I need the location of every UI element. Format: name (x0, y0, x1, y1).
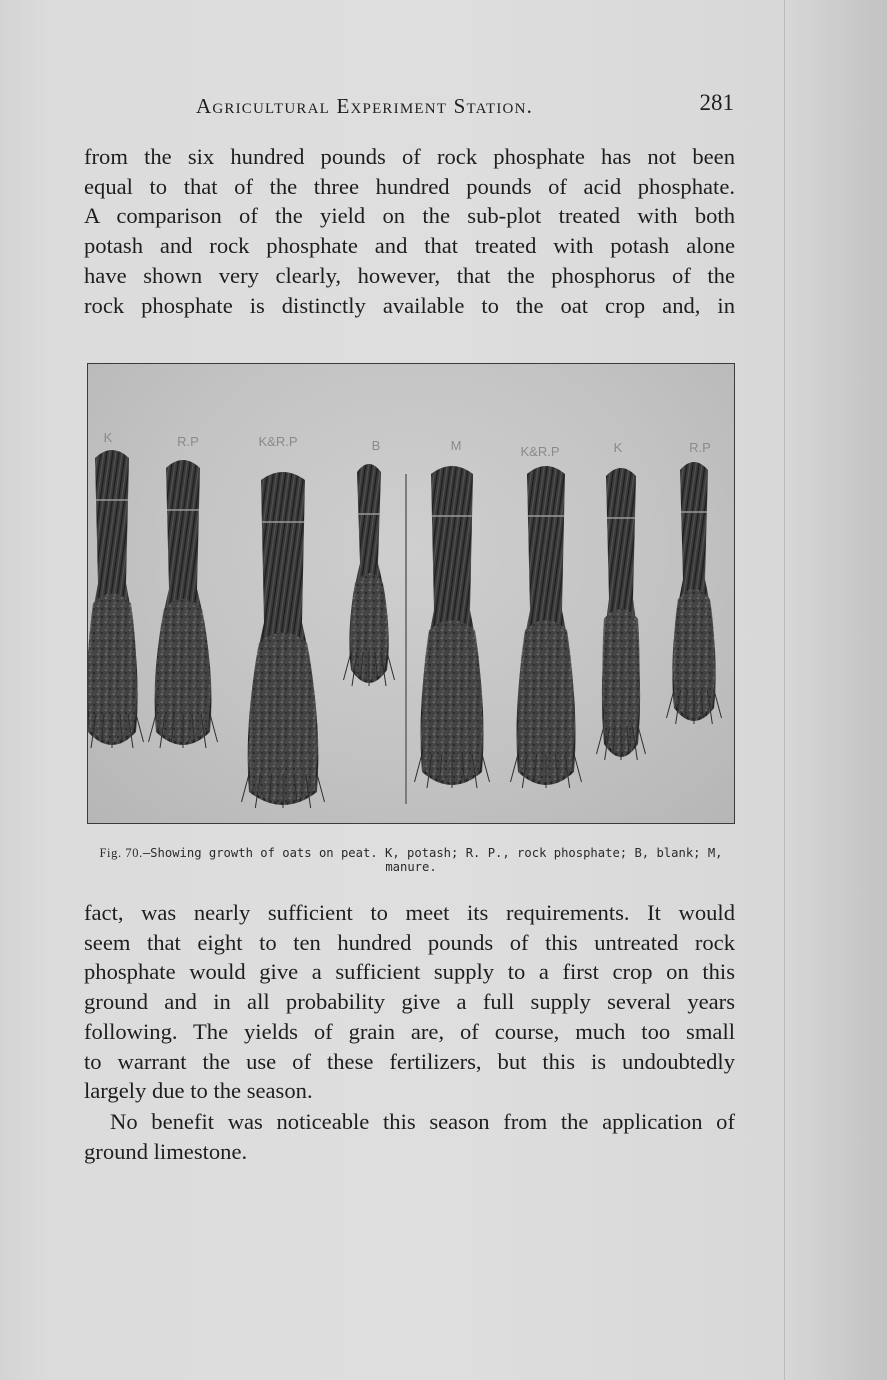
oat-sheaf (344, 438, 395, 686)
sheaf-awn (638, 726, 646, 754)
oat-sheaf (415, 438, 490, 788)
text-line: ground limestone. (84, 1138, 248, 1164)
running-head (84, 90, 734, 120)
sheaf-awn (714, 690, 722, 718)
text-line: A comparison of the yield on the sub-plot treated with both (84, 203, 735, 229)
sheaf-awn (574, 754, 582, 782)
text-line: have shown very clearly, however, that the phosphorus of the (84, 262, 735, 288)
text-line: equal to that of the three hundred pounds of acid phosphate. (84, 173, 735, 199)
oat-sheaves-photograph (87, 363, 735, 824)
text-line: No benefit was noticeable this season from the application of (110, 1109, 735, 1134)
text-line: to warrant the use of these fertilizers, but this is undoubtedly (84, 1048, 735, 1074)
oat-sheaf (667, 440, 722, 724)
text-line: largely due to the season. (84, 1078, 313, 1104)
sheaf-awn (210, 714, 218, 742)
photograph-canvas (88, 364, 733, 822)
sheaf-awn (242, 774, 250, 802)
sheaf-awn (415, 754, 423, 782)
sheaf-label: R.P (177, 434, 199, 449)
text-line: rock phosphate is distinctly available to the oat crop and, in (84, 292, 735, 318)
sheaf-label: K (103, 430, 113, 445)
sheaf-label: R.P (689, 440, 711, 455)
sheaves-group (88, 430, 722, 808)
sheaf-label: K (613, 440, 623, 455)
sheaf-label: K&R.P (520, 444, 560, 459)
text-line: seem that eight to ten hundred pounds of this untreated rock (84, 929, 735, 955)
paragraph-3 (84, 1107, 735, 1166)
oat-sheaf (511, 444, 582, 788)
sheaf-awn (387, 652, 395, 680)
caption-text: —Showing growth of oats on peat. K, potash; R. P., rock phosphate; B, blank; M, manure. (142, 846, 723, 874)
sheaf-label: B (371, 438, 381, 453)
sheaf-label: K&R.P (258, 434, 298, 449)
paragraph-1 (84, 142, 735, 320)
paragraph-2 (84, 898, 735, 1106)
text-line: from the six hundred pounds of rock phosphate has not been (84, 144, 735, 169)
figure-caption (84, 846, 738, 874)
oat-sheaf (597, 440, 646, 760)
page-number: 281 (699, 90, 734, 115)
running-title: Agricultural Experiment Station. (196, 94, 534, 118)
text-line: phosphate would give a sufficient supply to a first crop on this (84, 959, 735, 985)
sheaf-awn (482, 754, 490, 782)
oat-sheaf (149, 434, 218, 748)
sheaf-awn (136, 714, 144, 742)
sheaf-awn (317, 774, 325, 802)
oat-sheaf (242, 434, 325, 808)
caption-label: Fig. 70. (99, 846, 143, 860)
text-line: potash and rock phosphate and that treated with potash alone (84, 233, 735, 259)
sheaf-awn (149, 714, 157, 742)
text-line: following. The yields of grain are, of course, much too small (84, 1018, 735, 1044)
sheaf-label: M (450, 438, 462, 453)
text-line: ground and in all probability give a full supply several years (84, 989, 735, 1015)
sheaf-awn (597, 726, 605, 754)
sheaf-awn (667, 690, 675, 718)
sheaf-awn (344, 652, 352, 680)
text-line: fact, was nearly sufficient to meet its requirements. It would (84, 900, 735, 925)
page-gutter-shadow (784, 0, 887, 1380)
sheaf-awn (511, 754, 519, 782)
oat-sheaf (88, 430, 144, 748)
